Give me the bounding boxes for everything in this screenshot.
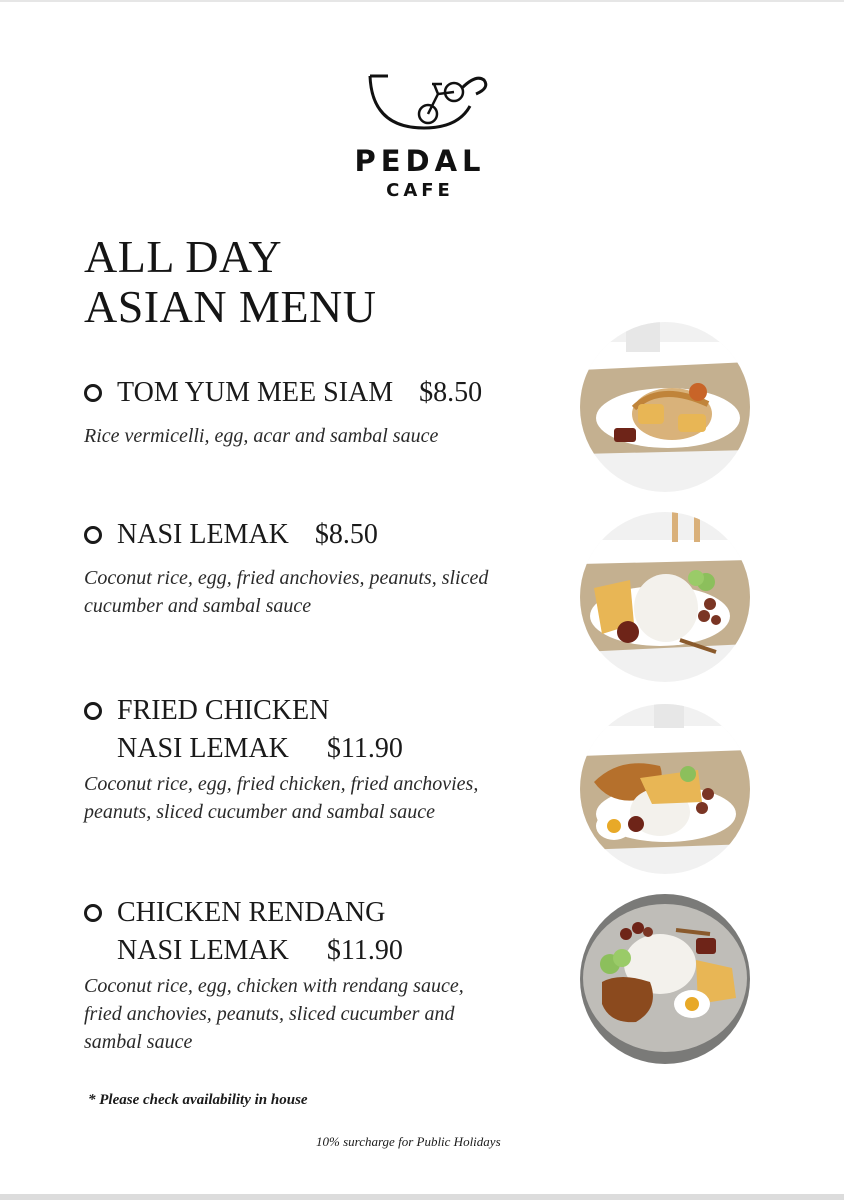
surcharge-note: 10% surcharge for Public Holidays xyxy=(316,1134,501,1149)
item-name-line2: NASI LEMAK xyxy=(117,935,289,966)
menu-item-tom-yum xyxy=(84,374,544,450)
menu-title-line2: ASIAN MENU xyxy=(84,281,377,332)
menu-item-fried-chicken xyxy=(84,692,544,826)
tom-yum-mee-siam-photo-icon xyxy=(580,322,750,492)
bullet-icon xyxy=(84,526,102,544)
nasi-lemak-photo-icon xyxy=(580,512,750,682)
brand-sub: CAFE xyxy=(386,180,454,201)
item-name-line2: NASI LEMAK xyxy=(117,733,289,764)
brand-name: PEDAL xyxy=(354,144,486,178)
availability-note: * Please check availability in house xyxy=(88,1092,308,1108)
item-description: Coconut rice, egg, fried chicken, fried anchovies, peanuts, sliced cucumber and sambal sauce xyxy=(84,773,479,823)
menu-item-chicken-rendang xyxy=(84,894,544,1056)
item-name-line1: CHICKEN RENDANG xyxy=(117,897,386,928)
bullet-icon xyxy=(84,384,102,402)
item-name-line1: FRIED CHICKEN xyxy=(117,695,330,726)
fried-chicken-nasi-lemak-photo-icon xyxy=(580,704,750,874)
item-description: Coconut rice, egg, chicken with rendang sauce, fried anchovies, peanuts, sliced cucumber and sambal sauce xyxy=(84,975,464,1053)
menu-item-nasi-lemak xyxy=(84,516,544,620)
item-name: NASI LEMAK xyxy=(117,519,289,550)
cup-bicycle-logo-icon xyxy=(358,70,490,136)
item-price: $8.50 xyxy=(419,377,483,408)
item-description: Coconut rice, egg, fried anchovies, peanuts, sliced cucumber and sambal sauce xyxy=(84,567,489,617)
bullet-icon xyxy=(84,904,102,922)
chicken-rendang-nasi-lemak-photo-icon xyxy=(580,894,750,1064)
item-price: $8.50 xyxy=(314,519,378,550)
menu-title xyxy=(84,232,377,332)
item-name: TOM YUM MEE SIAM xyxy=(117,377,394,408)
top-border xyxy=(0,0,844,2)
item-description: Rice vermicelli, egg, acar and sambal sauce xyxy=(84,425,439,447)
bullet-icon xyxy=(84,702,102,720)
bottom-border xyxy=(0,1194,844,1200)
item-price: $11.90 xyxy=(326,733,403,764)
item-price: $11.90 xyxy=(326,935,403,966)
menu-title-line1: ALL DAY xyxy=(84,231,283,282)
